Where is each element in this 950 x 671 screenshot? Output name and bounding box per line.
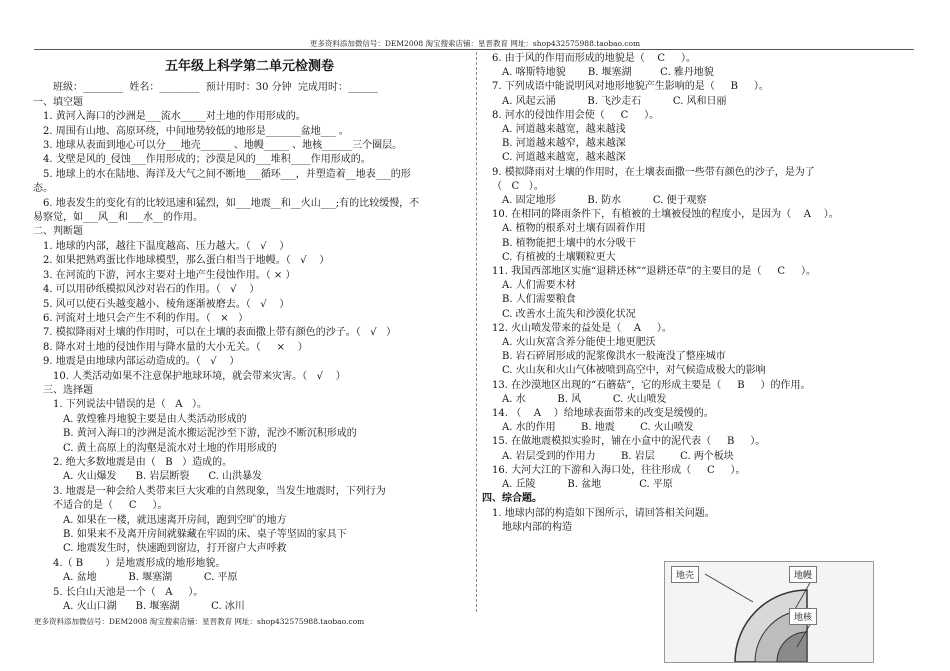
left-line: 态。 [33,183,53,195]
left-line: 7. 模拟降雨对土壤的作用时，可以在土壤的表面撒上带有颜色的沙子。（ √ ） [43,327,397,339]
right-line: 13. 在沙漠地区出现的“石蘑菇”，它的形成主要是（ B ）的作用。 [492,379,811,391]
page-header: 更多资料添加微信号：DEM2008 淘宝搜索店铺：星晋教育 网址：shop432575988.taobao.com [309,39,641,48]
right-line: 16. 大河大江的下游和入海口处，往往形成（ C ）。 [492,464,746,476]
left-line: 5. 长白山天池是一个（ A ）。 [53,586,204,598]
left-line: 1. 地球的内部，越往下温度越高、压力越大。（ √ ） [43,240,290,252]
crust-label: 地壳 [671,566,699,583]
mantle-label: 地幔 [789,566,817,583]
left-line: 4. 戈壁是风的_侵蚀___作用形成的；沙漠是风的___堆积____作用形成的。 [43,154,371,166]
left-column [33,58,466,614]
right-line: 15. 在做地震模拟实验时，铺在小盒中的泥代表（ B ）。 [492,436,766,448]
left-line: 2. 绝大多数地震是由（ B ）造成的。 [53,456,233,468]
left-line: 4. 可以用砂纸模拟风沙对岩石的作用。（ √ ） [43,284,260,296]
right-line: C. 改善水土流失和沙漠化状况 [502,308,636,320]
right-line: A. 人们需要木材 [502,280,576,292]
left-line: A. 敦煌雅丹地貌主要是由人类活动形成的 [63,413,247,425]
right-line: 14. （ A ）给地球表面带来的改变是缓慢的。 [492,408,714,420]
left-line: 二、判断题 [33,226,83,238]
right-column [482,52,922,535]
earth-structure-diagram [664,561,874,663]
right-line: 10. 在相同的降雨条件下，有植被的土壤被侵蚀的程度小，是因为（ A ）。 [492,209,839,221]
right-line: 6. 由于风的作用而形成的地貌是（ C ）。 [492,53,696,64]
right-line: A. 植物的根系对土壤有固着作用 [502,223,646,235]
left-line: 4.（ B ）是地震形成的地形地貌。 [53,557,226,569]
left-line: A. 如果在一楼，就迅速离开房间，跑到空旷的地方 [63,514,287,526]
right-line: A. 喀斯特地貌 B. 堰塞湖 C. 雅丹地貌 [502,67,714,79]
right-line: 11. 我国西部地区实施“退耕还林”“退耕还草”的主要目的是（ C ）。 [492,266,816,278]
page-title: 五年级上科学第二单元检测卷 [164,59,334,74]
right-line: C. 有植被的土壤颗粒更大 [502,251,616,263]
left-line: C. 地震发生时，快速跑到窗边，打开窗户大声呼救 [63,543,287,555]
left-line: 易察觉，如___风__和___水__的作用。 [33,212,203,224]
left-line: C. 黄土高原上的沟壑是流水对土地的作用形成的 [63,442,277,454]
left-line: 班级：________ 姓名：________ 预计用时：30 分钟 完成用时：______ [53,82,378,94]
left-line: 3. 地球从表面到地心可以分___地壳______ 、地幔_____ 、地核______三个圈层。 [43,140,403,152]
right-line: （ C ）。 [492,180,544,192]
right-line: B. 人们需要粮食 [502,294,576,306]
left-line: 5. 风可以使石头越变越小、棱角逐渐被磨去。（ √ ） [43,298,290,310]
left-line: 不适合的是（ C ）。 [53,500,168,512]
left-line: 6. 地表发生的变化有的比较迅速和猛烈，如___地震__和__火山___;有的比较缓慢，不 [43,197,420,209]
right-line: 9. 模拟降雨对土壤的作用时，在土壤表面撒一些带有颜色的沙子，是为了 [492,166,815,178]
right-line: A. 岩层受到的作用力 B. 岩层 C. 两个板块 [502,450,734,462]
column-divider [476,52,477,612]
left-line: 5. 地球上的水在陆地、海洋及大气之间不断地___循环___，并塑造着__地表___的形 [43,168,411,180]
right-line: 1. 地球内部的构造如下图所示，请回答相关问题。 [492,507,715,519]
right-line: 四、综合题。 [482,493,542,505]
right-line: B. 河道越来越窄，越来越深 [502,138,626,150]
right-line: 地球内部的构造 [502,521,572,533]
left-line: A. 火山爆发 B. 岩层断裂 C. 山洪暴发 [63,471,263,483]
right-line: C. 河道越来越宽，越来越深 [502,152,626,164]
left-line: 8. 降水对土地的侵蚀作用与降水量的大小无关。（ × ） [43,341,308,353]
right-line: A. 河道越来越宽，越来越浅 [502,124,626,136]
right-line: A. 固定地形 B. 防水 C. 便于观察 [502,195,707,207]
right-line: A. 丘陵 B. 盆地 C. 平原 [502,479,673,491]
left-line: 10. 人类活动如果不注意保护地球环境，就会带来灾害。（ √ ） [53,370,346,382]
right-line: B. 植物能把土壤中的水分吸干 [502,237,636,249]
left-line: A. 火山口湖 B. 堰塞湖 C. 冰川 [63,601,245,613]
right-line: A. 风起云涌 B. 飞沙走石 C. 风和日丽 [502,95,727,107]
right-line: C. 火山灰和火山气体被喷到高空中，对气候造成极大的影响 [502,365,766,377]
left-line: 2. 周围有山地、高原环绕，中间地势较低的地形是_______盆地___ 。 [43,125,349,137]
right-line: B. 岩石碎屑形成的泥浆像洪水一般淹没了整座城市 [502,351,726,363]
header-rule [34,49,914,50]
page-footer: 更多资料添加微信号：DEM2008 淘宝搜索店铺：星晋教育 网址：shop432575988.taobao.com [34,617,365,626]
left-line: B. 如果来不及离开房间就躲藏在牢固的床、桌子等坚固的家具下 [63,529,347,540]
right-lines [482,52,922,535]
left-line: B. 黄河入海口的沙洲是流水搬运泥沙至下游，泥沙不断沉积形成的 [63,428,357,440]
left-line: 三、选择题 [43,384,93,396]
left-line: 3. 地震是一种会给人类带来巨大灾难的自然现象，当发生地震时，下列行为 [53,485,386,497]
right-line: 8. 河水的侵蚀作用会使（ C ）。 [492,109,660,121]
right-line: A. 火山灰富含养分能使土地更肥沃 [502,337,656,349]
left-line: 一、填空题 [33,96,83,108]
right-line: A. 水 B. 风 C. 火山喷发 [502,393,667,405]
right-line: 12. 火山喷发带来的益处是（ A ）。 [492,322,672,334]
left-lines [33,81,466,614]
left-line: A. 盆地 B. 堰塞湖 C. 平原 [63,572,238,584]
core-label: 地核 [789,608,817,625]
right-line: 7. 下列成语中能说明风对地形地貌产生影响的是（ B ）。 [492,81,769,93]
left-line: 1. 下列说法中错误的是（ A ）。 [53,399,208,411]
right-line: A. 水的作用 B. 地震 C. 火山喷发 [502,422,694,434]
left-line: 9. 地震是由地球内部运动造成的。（ √ ） [43,356,240,368]
left-line: 1. 黄河入海口的沙洲是___流水_____对土地的作用形成的。 [43,111,306,123]
left-line: 3. 在河流的下游，河水主要对土地产生侵蚀作用。（ × ） [43,269,296,281]
left-line: 6. 河流对土地只会产生不利的作用。（ × ） [43,312,249,324]
left-line: 2. 如果把熟鸡蛋比作地球模型，那么蛋白相当于地幔。（ √ ） [43,255,330,267]
